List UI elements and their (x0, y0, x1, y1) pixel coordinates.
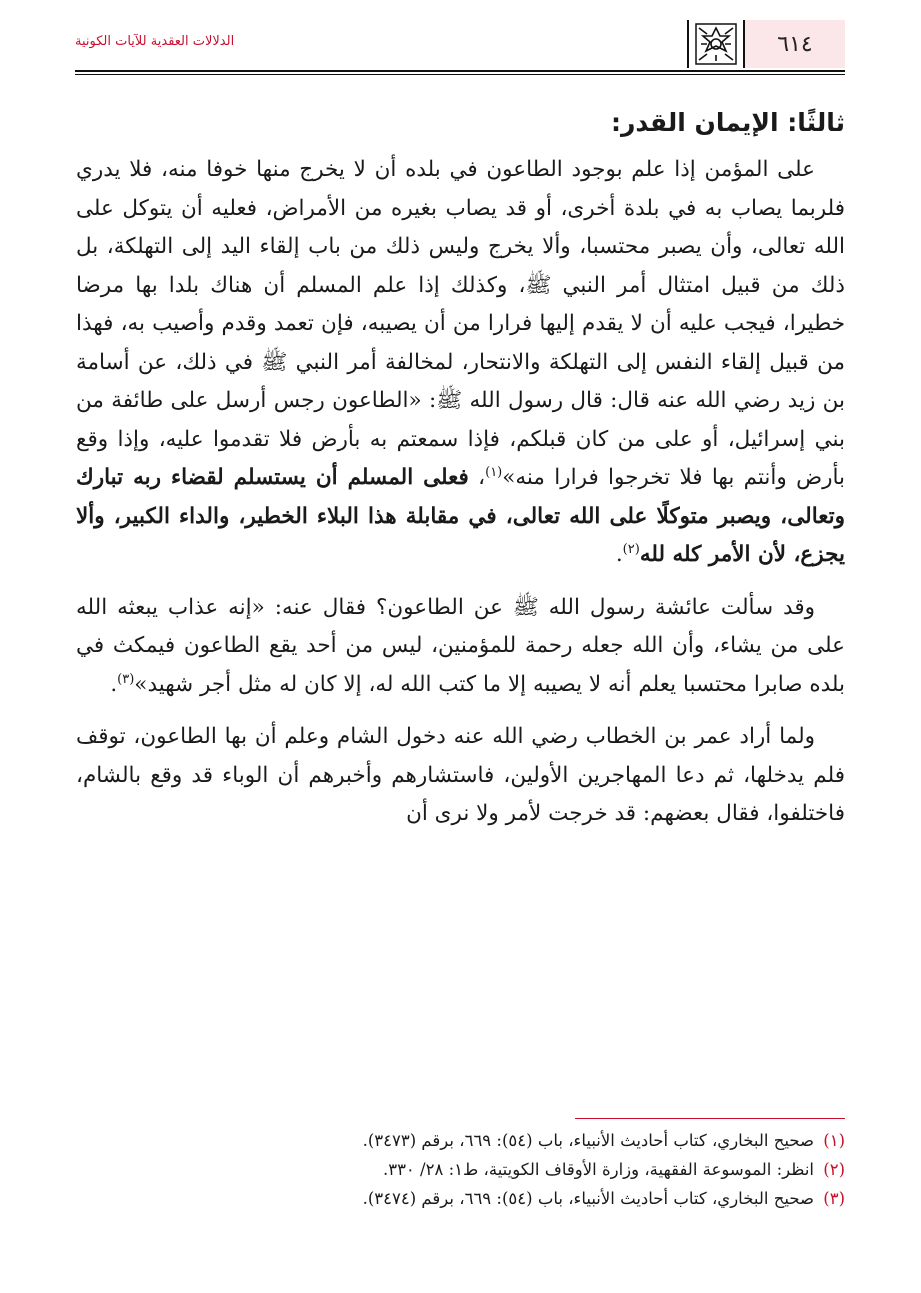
ornament-icon (687, 20, 745, 68)
header-rule (75, 70, 845, 72)
paragraph-1-bold: فعلى المسلم أن يستسلم لقضاء ربه تبارك وتعالى، ويصبر متوكلًا على الله تعالى، في مقابلة هذا البلاء الخطير، والداء الكبير، وألا يجزع، لأن الأمر كله لله (76, 465, 845, 567)
book-title: الدلالات العقدية للآيات الكونية (75, 34, 235, 49)
footnote-number: (٣) (823, 1189, 845, 1208)
section-heading: ثالثًا: الإيمان القدر: (611, 108, 845, 137)
footnote-number: (٢) (823, 1160, 845, 1179)
paragraph-1 (76, 151, 845, 575)
paragraph-2-end: . (110, 671, 118, 697)
footnote-text: انظر: الموسوعة الفقهية، وزارة الأوقاف الكويتية، ط١: ٢٨/ ٣٣٠. (382, 1160, 814, 1179)
footnote-1 (76, 1126, 845, 1155)
paragraph-3 (76, 718, 845, 834)
footnotes (76, 1126, 845, 1213)
paragraph-1-end: . (615, 542, 623, 567)
page-header (75, 20, 845, 74)
page-number: ٦١٤ (777, 31, 813, 57)
paragraph-2 (76, 589, 845, 705)
main-content (76, 108, 845, 848)
footnote-text: صحيح البخاري، كتاب أحاديث الأنبياء، باب (٥٤): ٦٦٩، برقم (٣٤٧٤). (362, 1189, 814, 1208)
paragraph-2-text: وقد سألت عائشة رسول الله ﷺ عن الطاعون؟ فقال عنه: «إنه عذاب يبعثه الله على من يشاء، وأن الله جعله رحمة للمؤمنين، ليس من أحد يقع الطاعون فيمكث في بلده صابرا محتسبا يعلم أنه لا يصيبه إلا ما كتب الله له، إلا كان له مثل أجر شهيد» (76, 594, 845, 697)
footnote-2 (76, 1155, 845, 1184)
paragraph-1-sep: ، (468, 465, 486, 490)
footnote-number: (١) (823, 1131, 845, 1150)
page-number-box (745, 20, 845, 68)
footnote-ref-3: (٣) (117, 671, 135, 687)
paragraph-3-text: ولما أراد عمر بن الخطاب رضي الله عنه دخول الشام وعلم أن بها الطاعون، توقف فلم يدخلها، ثم دعا المهاجرين الأولين، فاستشارهم وأخبرهم أن الوباء قد وقع بالشام، فاختلفوا، فقال بعضهم: قد خرجت لأمر ولا نرى أن (76, 724, 845, 826)
footnote-3 (76, 1184, 845, 1213)
footnote-text: صحيح البخاري، كتاب أحاديث الأنبياء، باب (٥٤): ٦٦٩، برقم (٣٤٧٣). (362, 1131, 814, 1150)
header-rule-thin (75, 74, 845, 75)
footnote-rule (575, 1118, 845, 1119)
footnote-ref-1: (١) (485, 464, 503, 480)
footnote-ref-2: (٢) (622, 541, 640, 557)
paragraph-1-text: على المؤمن إذا علم بوجود الطاعون في بلده أن لا يخرج منها خوفا منه، فلا يدري فلربما يصاب به في بلدة أخرى، أو قد يصاب بغيره من الأمراض، فعليه أن يتوكل على الله تعالى، وأن يصبر محتسبا، وألا يخرج وليس ذلك من باب إلقاء اليد إلى التهلكة، بل ذلك من قبيل امتثال أمر النبي ﷺ، وكذلك إذا علم المسلم أن هناك بلدا بها مرضا خطيرا، فيجب عليه أن لا يقدم إليها فرارا من أن يصيبه، فإن تعمد وقدم وأصيب به، فهذا من قبيل إلقاء النفس إلى التهلكة والانتحار، لمخالفة أمر النبي ﷺ في ذلك، عن أسامة بن زيد رضي الله عنه قال: قال رسول الله ﷺ: «الطاعون رجس أرسل على طائفة من بني إسرائيل، أو على من كان قبلكم، فإذا سمعتم به بأرض فلا تقدموا عليه، وإذا وقع بأرض وأنتم بها فلا تخرجوا فرارا منه» (76, 157, 846, 490)
